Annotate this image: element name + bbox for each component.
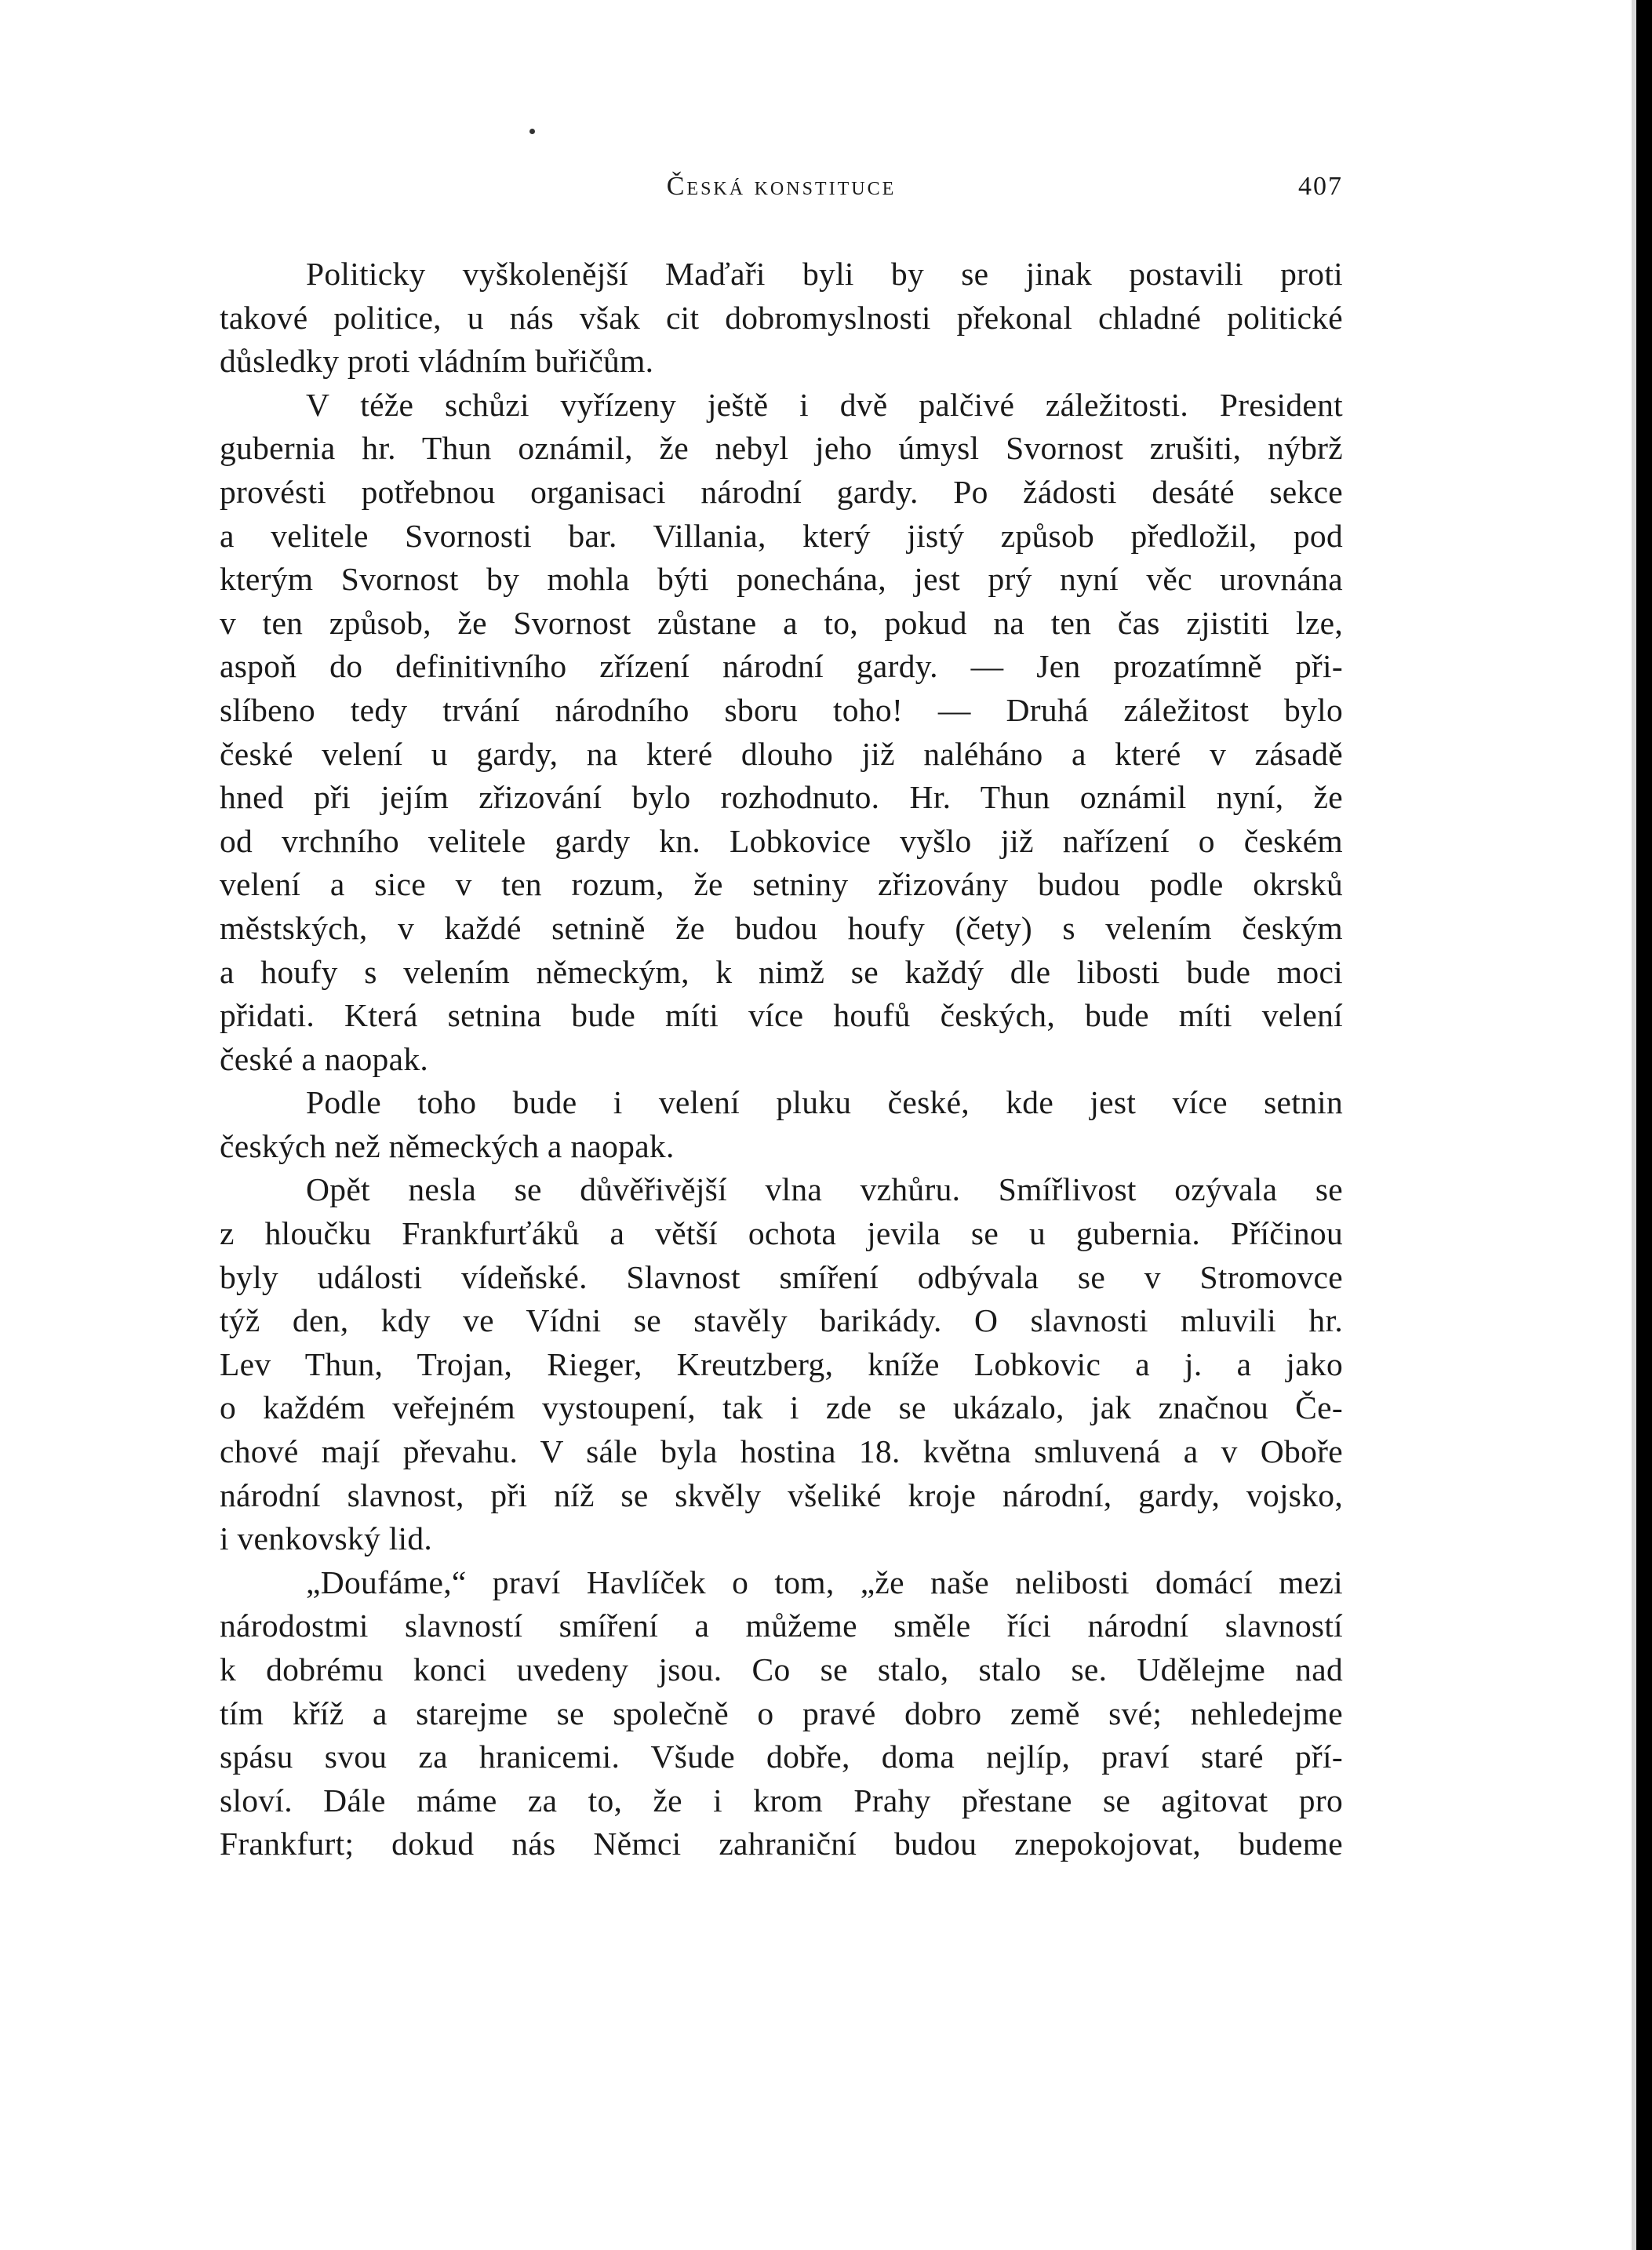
text-line: chové mají převahu. V sále byla hostina 18. května smluvená a v Oboře <box>220 1433 1343 1470</box>
text-line: v ten způsob, že Svornost zůstane a to, pokud na ten čas zjistiti lze, <box>220 604 1343 641</box>
text-line: slíbeno tedy trvání národního sboru toho! — Druhá záležitost bylo <box>220 691 1343 728</box>
text-line: i venkovský lid. <box>220 1520 433 1557</box>
text-line: Podle toho bude i velení pluku české, kde jest více setnin <box>306 1084 1343 1121</box>
text-line: k dobrému konci uvedeny jsou. Co se stalo, stalo se. Udělejme nad <box>220 1651 1343 1688</box>
text-line: národostmi slavností smíření a můžeme směle říci národní slavností <box>220 1607 1343 1644</box>
text-line: týž den, kdy ve Vídni se stavěly barikády. O slavnosti mluvili hr. <box>220 1302 1343 1339</box>
text-line: českých než německých a naopak. <box>220 1127 675 1164</box>
text-line: takové politice, u nás však cit dobromyslnosti překonal chladné politické <box>220 299 1343 336</box>
text-line: „Doufáme,“ praví Havlíček o tom, „že naše nelibosti domácí mezi <box>306 1564 1343 1600</box>
page-number: 407 <box>1298 172 1343 201</box>
text-line: byly události vídeňské. Slavnost smíření odbývala se v Stromovce <box>220 1258 1343 1295</box>
text-line: hned při jejím zřizování bylo rozhodnuto. Hr. Thun oznámil nyní, že <box>220 779 1343 816</box>
text-line: spásu svou za hranicemi. Všude dobře, doma nejlíp, praví staré pří- <box>220 1738 1343 1775</box>
text-line: provésti potřebnou organisaci národní gardy. Po žádosti desáté sekce <box>220 473 1343 510</box>
text-line: a velitele Svornosti bar. Villania, který jistý způsob předložil, pod <box>220 517 1343 554</box>
text-line: Frankfurt; dokud nás Němci zahraniční budou znepokojovat, budeme <box>220 1826 1343 1862</box>
text-line: aspoň do definitivního zřízení národní gardy. — Jen prozatímně při- <box>220 648 1343 685</box>
scan-edge-border <box>1636 0 1652 2250</box>
text-line: od vrchního velitele gardy kn. Lobkovice vyšlo již nařízení o českém <box>220 822 1343 859</box>
text-line: sloví. Dále máme za to, že i krom Prahy přestane se agitovat pro <box>220 1782 1343 1819</box>
running-title: Česká konstituce <box>666 172 897 201</box>
text-line: kterým Svornost by mohla býti ponechána, jest prý nyní věc urovnána <box>220 561 1343 598</box>
running-head <box>220 168 1343 206</box>
text-line: přidati. Která setnina bude míti více houfů českých, bude míti velení <box>220 997 1343 1034</box>
text-line: Politicky vyškolenější Maďaři byli by se jinak postavili proti <box>306 256 1343 292</box>
body-text <box>220 253 1343 1866</box>
text-line: o každém veřejném vystoupení, tak i zde se ukázalo, jak značnou Če- <box>220 1389 1343 1426</box>
text-line: gubernia hr. Thun oznámil, že nebyl jeho úmysl Svornost zrušiti, nýbrž <box>220 430 1343 467</box>
text-line: Opět nesla se důvěřivější vlna vzhůru. Smířlivost ozývala se <box>306 1171 1343 1208</box>
text-line: V téže schůzi vyřízeny ještě i dvě palčivé záležitosti. President <box>306 386 1343 423</box>
text-line: české a naopak. <box>220 1040 429 1077</box>
text-line: a houfy s velením německým, k nimž se každý dle libosti bude moci <box>220 953 1343 990</box>
text-line: z hloučku Frankfurťáků a větší ochota jevila se u gubernia. Příčinou <box>220 1215 1343 1252</box>
scan-speck <box>529 129 535 134</box>
text-line: městských, v každé setnině že budou houfy (čety) s velením českým <box>220 909 1343 946</box>
text-line: velení a sice v ten rozum, že setniny zřizovány budou podle okrsků <box>220 866 1343 903</box>
text-line: tím kříž a starejme se společně o pravé dobro země své; nehledejme <box>220 1695 1343 1731</box>
text-line: Lev Thun, Trojan, Rieger, Kreutzberg, kníže Lobkovic a j. a jako <box>220 1345 1343 1382</box>
text-line: české velení u gardy, na které dlouho již naléháno a které v zásadě <box>220 735 1343 772</box>
text-line: národní slavnost, při níž se skvěly všeliké kroje národní, gardy, vojsko, <box>220 1476 1343 1513</box>
text-line: důsledky proti vládním buřičům. <box>220 343 654 380</box>
